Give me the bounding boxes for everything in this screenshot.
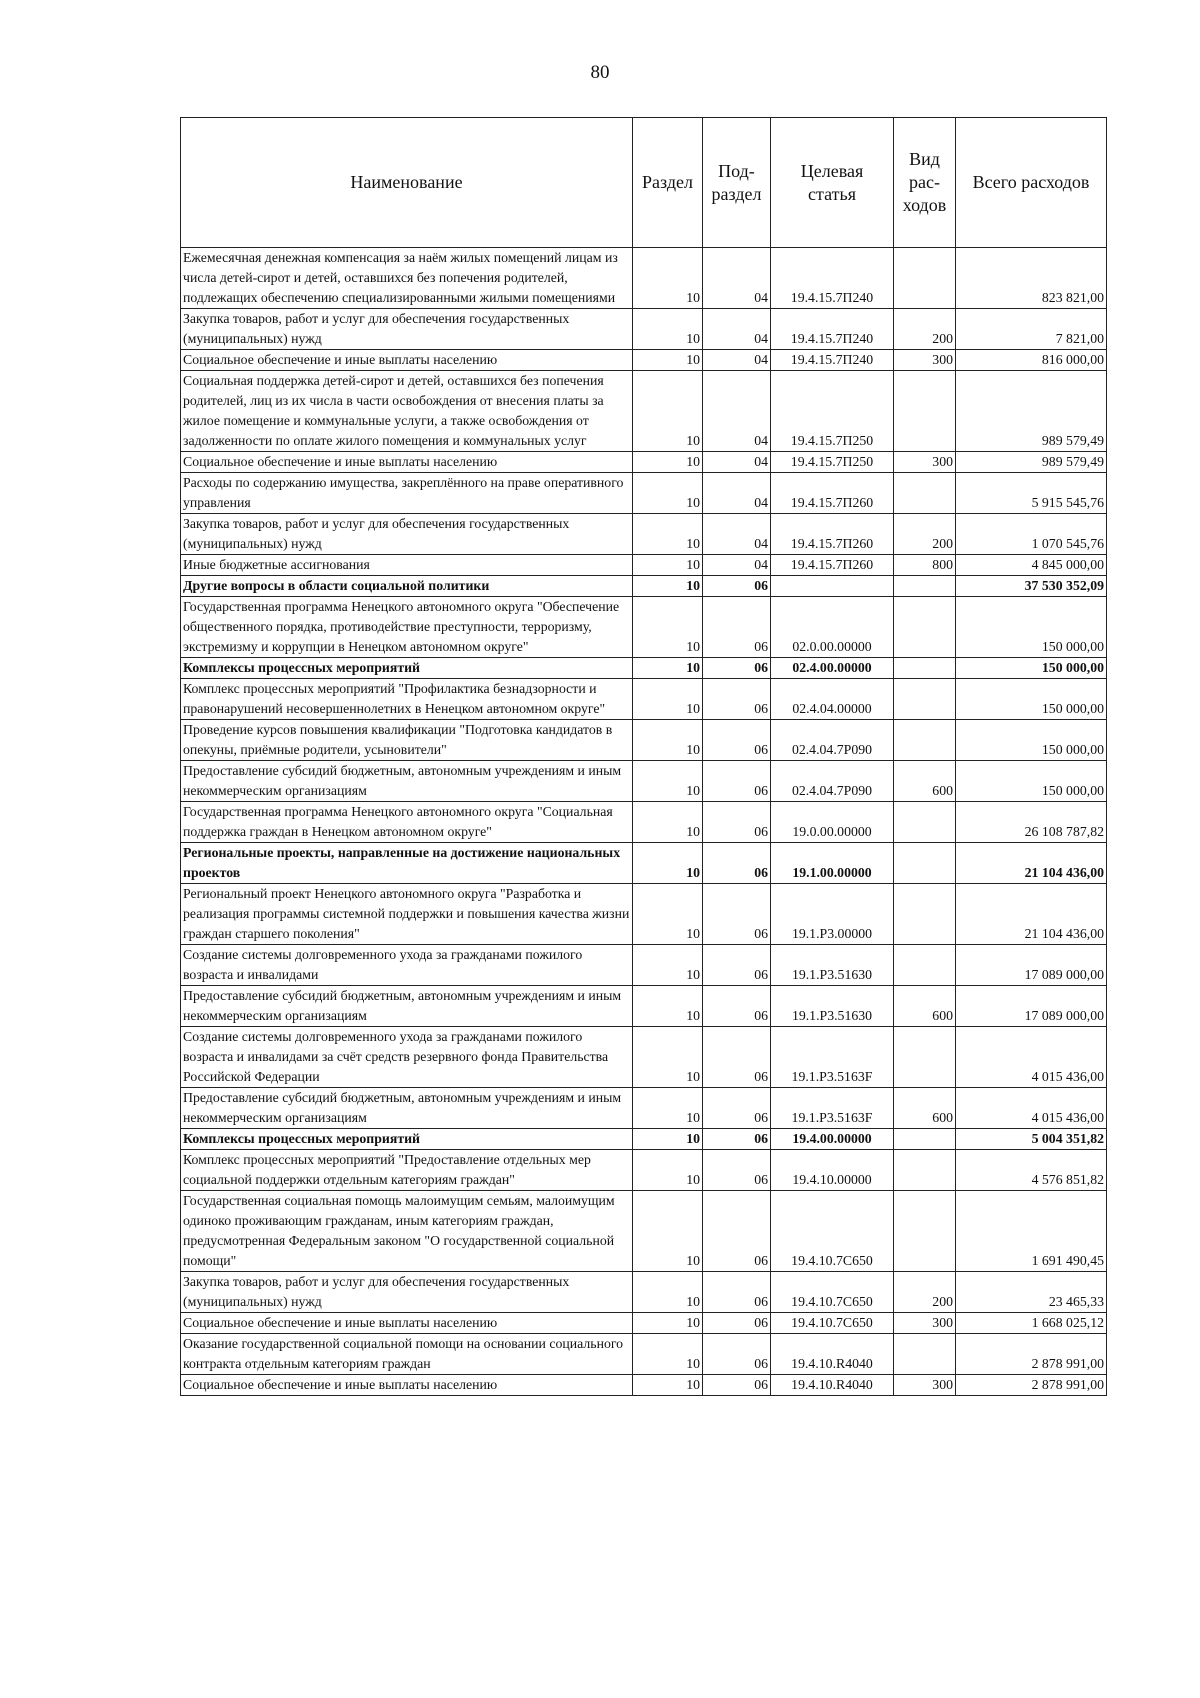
table-row <box>181 843 1107 884</box>
row-expense-type: 600 <box>894 761 956 802</box>
row-expense-type <box>894 679 956 720</box>
row-section: 10 <box>633 986 703 1027</box>
row-subsection: 06 <box>703 1088 771 1129</box>
row-name: Оказание государственной социальной помощи на основании социального контракта отдельным категориям граждан <box>181 1334 633 1375</box>
row-total: 150 000,00 <box>956 679 1107 720</box>
row-name: Предоставление субсидий бюджетным, автономным учреждениям и иным некоммерческим организациям <box>181 1088 633 1129</box>
table-row <box>181 597 1107 658</box>
row-name: Создание системы долговременного ухода за гражданами пожилого возраста и инвалидами за счёт средств резервного фонда Правительства Российской Федерации <box>181 1027 633 1088</box>
row-subsection: 06 <box>703 761 771 802</box>
row-target-article: 19.4.10.00000 <box>771 1150 894 1191</box>
row-subsection: 06 <box>703 658 771 679</box>
row-name: Закупка товаров, работ и услуг для обеспечения государственных (муниципальных) нужд <box>181 1272 633 1313</box>
table-row <box>181 679 1107 720</box>
table-row <box>181 576 1107 597</box>
row-expense-type <box>894 576 956 597</box>
row-section: 10 <box>633 350 703 371</box>
table-row <box>181 658 1107 679</box>
table-row <box>181 986 1107 1027</box>
row-total: 2 878 991,00 <box>956 1375 1107 1396</box>
row-name: Социальное обеспечение и иные выплаты населению <box>181 1375 633 1396</box>
row-target-article: 19.0.00.00000 <box>771 802 894 843</box>
row-target-article: 19.1.Р3.5163F <box>771 1027 894 1088</box>
row-subsection: 06 <box>703 597 771 658</box>
row-expense-type <box>894 802 956 843</box>
row-target-article: 02.0.00.00000 <box>771 597 894 658</box>
table-row <box>181 1334 1107 1375</box>
row-name: Проведение курсов повышения квалификации "Подготовка кандидатов в опекуны, приёмные родители, усыновители" <box>181 720 633 761</box>
row-subsection: 06 <box>703 1191 771 1272</box>
header-subsection: Под- раздел <box>703 118 771 248</box>
row-section: 10 <box>633 1129 703 1150</box>
row-total: 2 878 991,00 <box>956 1334 1107 1375</box>
row-name: Социальное обеспечение и иные выплаты населению <box>181 452 633 473</box>
row-target-article: 02.4.04.00000 <box>771 679 894 720</box>
table-row <box>181 802 1107 843</box>
row-section: 10 <box>633 1375 703 1396</box>
row-total: 1 070 545,76 <box>956 514 1107 555</box>
row-target-article: 02.4.04.7Р090 <box>771 720 894 761</box>
row-subsection: 06 <box>703 1027 771 1088</box>
row-subsection: 04 <box>703 473 771 514</box>
row-expense-type <box>894 597 956 658</box>
row-total: 4 576 851,82 <box>956 1150 1107 1191</box>
row-expense-type <box>894 884 956 945</box>
row-section: 10 <box>633 248 703 309</box>
row-section: 10 <box>633 473 703 514</box>
row-name: Государственная социальная помощь малоимущим семьям, малоимущим одиноко проживающим гражданам, иным категориям граждан, предусмотренная Федеральным законом "О государственной социальной помощи" <box>181 1191 633 1272</box>
row-expense-type <box>894 945 956 986</box>
row-subsection: 04 <box>703 309 771 350</box>
row-target-article: 19.4.15.7П240 <box>771 248 894 309</box>
row-target-article: 19.4.00.00000 <box>771 1129 894 1150</box>
table-row <box>181 1313 1107 1334</box>
row-total: 5 004 351,82 <box>956 1129 1107 1150</box>
row-section: 10 <box>633 514 703 555</box>
row-name: Предоставление субсидий бюджетным, автономным учреждениям и иным некоммерческим организациям <box>181 986 633 1027</box>
row-subsection: 04 <box>703 371 771 452</box>
table-row <box>181 309 1107 350</box>
row-section: 10 <box>633 802 703 843</box>
row-expense-type <box>894 1334 956 1375</box>
row-subsection: 06 <box>703 843 771 884</box>
row-total: 23 465,33 <box>956 1272 1107 1313</box>
row-total: 17 089 000,00 <box>956 945 1107 986</box>
row-section: 10 <box>633 843 703 884</box>
row-section: 10 <box>633 884 703 945</box>
row-name: Региональные проекты, направленные на достижение национальных проектов <box>181 843 633 884</box>
table-row <box>181 1027 1107 1088</box>
row-section: 10 <box>633 1088 703 1129</box>
row-target-article: 19.4.15.7П250 <box>771 452 894 473</box>
row-total: 1 668 025,12 <box>956 1313 1107 1334</box>
row-total: 1 691 490,45 <box>956 1191 1107 1272</box>
table-row <box>181 884 1107 945</box>
row-expense-type <box>894 720 956 761</box>
table-row <box>181 1191 1107 1272</box>
row-target-article <box>771 576 894 597</box>
row-subsection: 04 <box>703 452 771 473</box>
row-name: Государственная программа Ненецкого автономного округа "Социальная поддержка граждан в Ненецком автономном округе" <box>181 802 633 843</box>
table-body <box>181 248 1107 1396</box>
row-name: Социальное обеспечение и иные выплаты населению <box>181 1313 633 1334</box>
row-subsection: 06 <box>703 1313 771 1334</box>
row-subsection: 04 <box>703 555 771 576</box>
page-number: 80 <box>590 62 610 83</box>
row-total: 816 000,00 <box>956 350 1107 371</box>
row-target-article: 19.4.15.7П240 <box>771 309 894 350</box>
row-name: Государственная программа Ненецкого автономного округа "Обеспечение общественного порядка, противодействие преступности, терроризму, экстремизму и коррупции в Ненецком автономном округе" <box>181 597 633 658</box>
row-section: 10 <box>633 576 703 597</box>
row-section: 10 <box>633 1334 703 1375</box>
row-section: 10 <box>633 720 703 761</box>
row-total: 989 579,49 <box>956 452 1107 473</box>
row-expense-type <box>894 1191 956 1272</box>
table-row <box>181 1272 1107 1313</box>
table-row <box>181 1150 1107 1191</box>
row-target-article: 19.4.10.R4040 <box>771 1334 894 1375</box>
row-subsection: 06 <box>703 945 771 986</box>
row-name: Социальное обеспечение и иные выплаты населению <box>181 350 633 371</box>
row-expense-type <box>894 1027 956 1088</box>
row-name: Комплексы процессных мероприятий <box>181 1129 633 1150</box>
row-expense-type: 300 <box>894 350 956 371</box>
row-name: Комплексы процессных мероприятий <box>181 658 633 679</box>
row-total: 823 821,00 <box>956 248 1107 309</box>
row-expense-type <box>894 658 956 679</box>
row-total: 4 015 436,00 <box>956 1027 1107 1088</box>
row-target-article: 19.4.15.7П260 <box>771 473 894 514</box>
row-section: 10 <box>633 761 703 802</box>
row-target-article: 02.4.04.7Р090 <box>771 761 894 802</box>
row-section: 10 <box>633 945 703 986</box>
row-target-article: 19.1.00.00000 <box>771 843 894 884</box>
row-expense-type <box>894 1150 956 1191</box>
row-target-article: 19.4.10.7С650 <box>771 1191 894 1272</box>
table-row <box>181 720 1107 761</box>
row-target-article: 19.4.15.7П240 <box>771 350 894 371</box>
row-name: Другие вопросы в области социальной политики <box>181 576 633 597</box>
header-target-article: Целевая статья <box>771 118 894 248</box>
table-row <box>181 514 1107 555</box>
header-total: Всего расходов <box>956 118 1107 248</box>
row-subsection: 04 <box>703 350 771 371</box>
row-subsection: 06 <box>703 576 771 597</box>
row-name: Иные бюджетные ассигнования <box>181 555 633 576</box>
row-section: 10 <box>633 658 703 679</box>
row-subsection: 06 <box>703 884 771 945</box>
row-section: 10 <box>633 309 703 350</box>
row-expense-type: 200 <box>894 514 956 555</box>
row-name: Региональный проект Ненецкого автономного округа "Разработка и реализация программы системной поддержки и повышения качества жизни граждан старшего поколения" <box>181 884 633 945</box>
row-section: 10 <box>633 371 703 452</box>
row-expense-type: 600 <box>894 1088 956 1129</box>
row-total: 150 000,00 <box>956 597 1107 658</box>
table-row <box>181 1129 1107 1150</box>
row-target-article: 19.4.10.7С650 <box>771 1272 894 1313</box>
table-row <box>181 350 1107 371</box>
row-target-article: 19.4.10.7С650 <box>771 1313 894 1334</box>
row-expense-type: 600 <box>894 986 956 1027</box>
table-row <box>181 555 1107 576</box>
table-row <box>181 248 1107 309</box>
row-subsection: 06 <box>703 1129 771 1150</box>
row-subsection: 06 <box>703 1150 771 1191</box>
row-total: 150 000,00 <box>956 720 1107 761</box>
row-expense-type: 200 <box>894 1272 956 1313</box>
row-target-article: 02.4.00.00000 <box>771 658 894 679</box>
table-row <box>181 761 1107 802</box>
row-expense-type <box>894 473 956 514</box>
row-total: 5 915 545,76 <box>956 473 1107 514</box>
row-expense-type: 300 <box>894 1313 956 1334</box>
row-expense-type <box>894 248 956 309</box>
row-total: 4 015 436,00 <box>956 1088 1107 1129</box>
table-row <box>181 1375 1107 1396</box>
row-target-article: 19.4.15.7П260 <box>771 555 894 576</box>
row-name: Предоставление субсидий бюджетным, автономным учреждениям и иным некоммерческим организациям <box>181 761 633 802</box>
row-name: Комплекс процессных мероприятий "Предоставление отдельных мер социальной поддержки отдельным категориям граждан" <box>181 1150 633 1191</box>
table-row <box>181 371 1107 452</box>
row-expense-type: 300 <box>894 452 956 473</box>
row-subsection: 06 <box>703 986 771 1027</box>
row-expense-type: 200 <box>894 309 956 350</box>
table-row <box>181 945 1107 986</box>
header-section: Раздел <box>633 118 703 248</box>
row-expense-type <box>894 371 956 452</box>
row-name: Ежемесячная денежная компенсация за наём жилых помещений лицам из числа детей-сирот и детей, оставшихся без попечения родителей, подлежащих обеспечению специализированными жилыми помещениями <box>181 248 633 309</box>
row-total: 37 530 352,09 <box>956 576 1107 597</box>
row-total: 21 104 436,00 <box>956 843 1107 884</box>
table-header-row <box>181 118 1107 248</box>
row-subsection: 04 <box>703 248 771 309</box>
row-total: 150 000,00 <box>956 658 1107 679</box>
row-target-article: 19.4.10.R4040 <box>771 1375 894 1396</box>
row-target-article: 19.4.15.7П260 <box>771 514 894 555</box>
row-name: Закупка товаров, работ и услуг для обеспечения государственных (муниципальных) нужд <box>181 514 633 555</box>
row-name: Социальная поддержка детей-сирот и детей, оставшихся без попечения родителей, лиц из их числа в части освобождения от внесения платы за жилое помещение и коммунальные услуги, а также освобождения от задолженности по оплате жилого помещения и коммунальных услуг <box>181 371 633 452</box>
row-subsection: 06 <box>703 802 771 843</box>
table-row <box>181 473 1107 514</box>
row-section: 10 <box>633 597 703 658</box>
row-name: Создание системы долговременного ухода за гражданами пожилого возраста и инвалидами <box>181 945 633 986</box>
row-target-article: 19.1.Р3.51630 <box>771 945 894 986</box>
budget-table <box>180 117 1107 1396</box>
row-total: 4 845 000,00 <box>956 555 1107 576</box>
row-target-article: 19.4.15.7П250 <box>771 371 894 452</box>
row-total: 150 000,00 <box>956 761 1107 802</box>
row-target-article: 19.1.Р3.00000 <box>771 884 894 945</box>
row-subsection: 06 <box>703 1334 771 1375</box>
row-subsection: 06 <box>703 1272 771 1313</box>
row-name: Комплекс процессных мероприятий "Профилактика безнадзорности и правонарушений несовершеннолетних в Ненецком автономном округе" <box>181 679 633 720</box>
row-target-article: 19.1.Р3.5163F <box>771 1088 894 1129</box>
row-section: 10 <box>633 1027 703 1088</box>
row-expense-type <box>894 843 956 884</box>
row-total: 17 089 000,00 <box>956 986 1107 1027</box>
row-total: 21 104 436,00 <box>956 884 1107 945</box>
row-total: 989 579,49 <box>956 371 1107 452</box>
row-name: Закупка товаров, работ и услуг для обеспечения государственных (муниципальных) нужд <box>181 309 633 350</box>
row-section: 10 <box>633 1150 703 1191</box>
row-total: 7 821,00 <box>956 309 1107 350</box>
row-section: 10 <box>633 1313 703 1334</box>
row-subsection: 06 <box>703 1375 771 1396</box>
header-name: Наименование <box>181 118 633 248</box>
header-expense-type: Вид рас- ходов <box>894 118 956 248</box>
row-section: 10 <box>633 679 703 720</box>
row-subsection: 06 <box>703 720 771 761</box>
table-row <box>181 452 1107 473</box>
row-section: 10 <box>633 452 703 473</box>
row-target-article: 19.1.Р3.51630 <box>771 986 894 1027</box>
row-subsection: 06 <box>703 679 771 720</box>
row-section: 10 <box>633 1272 703 1313</box>
row-total: 26 108 787,82 <box>956 802 1107 843</box>
row-section: 10 <box>633 555 703 576</box>
row-subsection: 04 <box>703 514 771 555</box>
row-section: 10 <box>633 1191 703 1272</box>
row-expense-type: 800 <box>894 555 956 576</box>
row-expense-type <box>894 1129 956 1150</box>
row-expense-type: 300 <box>894 1375 956 1396</box>
row-name: Расходы по содержанию имущества, закреплённого на праве оперативного управления <box>181 473 633 514</box>
table-row <box>181 1088 1107 1129</box>
